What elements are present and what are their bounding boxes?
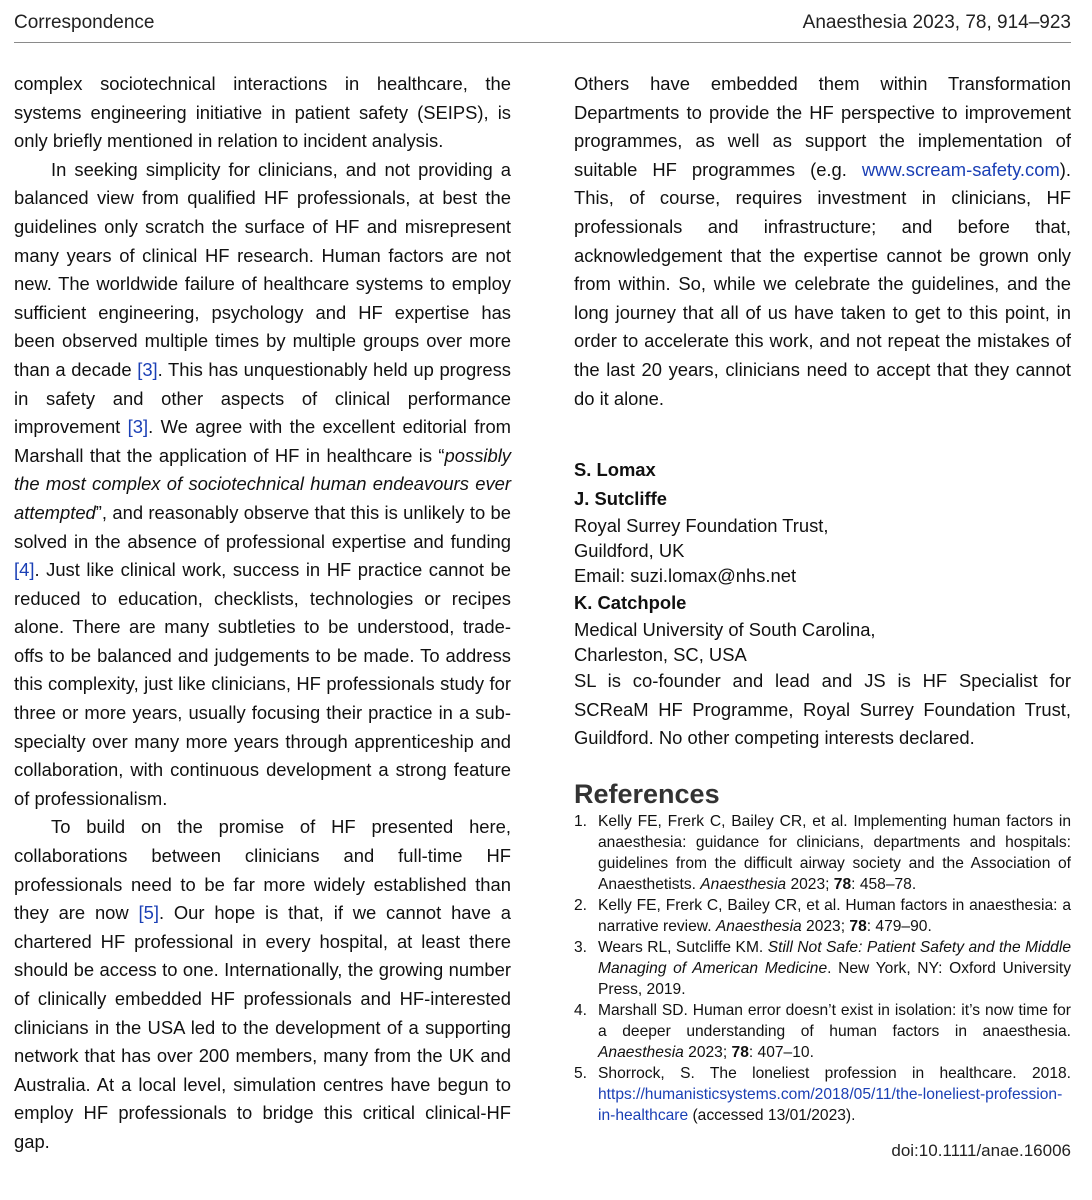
affiliation-1-line-2: Guildford, UK [574,540,685,562]
reference-item-5: 5. Shorrock, S. The loneliest profession in healthcare. 2018. https://humanisticsystems.com/2018/05/11/the-loneliest-profession-in-healthcare (accessed 13/01/2023). [574,1064,1071,1124]
reference-item-2: 2. Kelly FE, Frerk C, Bailey CR, et al. Human factors in anaesthesia: a narrative review. Anaesthesia 2023; 78: 479–90. [574,896,1071,935]
author-lomax: S. Lomax [574,459,656,481]
citation-link-5[interactable]: [5] [138,902,159,924]
affiliation-2-line-2: Charleston, SC, USA [574,644,747,666]
citation-link-3b[interactable]: [3] [127,416,149,438]
reference-list [574,811,1071,1126]
section-label: Correspondence [14,12,155,33]
paragraph-right-1: Others have embedded them within Transformation Departments to provide the HF perspective to improvement programmes, as well as support the implementation of suitable HF programmes (e.g. www.scream-safety.com). This, of course, requires investment in clinicians, HF professionals and infrastructure; and before that, acknowledgement that the expertise cannot be grown only from within. So, while we celebrate the guidelines, and the long journey that all of us have taken to get to this point, in order to accelerate this work, and not repeat the mistakes of the last 20 years, clinicians need to accept that they cannot do it alone. [574,73,1071,409]
affiliation-1-line-1: Royal Surrey Foundation Trust, [574,515,829,537]
paragraph-3: To build on the promise of HF presented here, collaborations between clinicians and full-time HF professionals need to be far more widely established than they are now [5]. Our hope is that, if we cannot have a chartered HF professional in every hospital, at least there should be access to one. Internationally, the growing number of clinically embedded HF professionals and HF-interested clinicians in the USA led to the development of a supporting network that has over 200 members, many from the UK and Australia. At a local level, simulation centres have begun to employ HF professionals to bridge this critical clinical-HF gap. [14,816,511,1152]
paragraph-2: In seeking simplicity for clinicians, and not providing a balanced view from qualified HF professionals, at best the guidelines only scratch the surface of HF and misrepresent many years of clinical HF research. Human factors are not new. The worldwide failure of healthcare systems to employ sufficient engineering, psychology and HF expertise has been observed multiple times by multiple groups over more than a decade [3]. This has unquestionably held up progress in safety and other aspects of clinical performance improvement [3]. We agree with the excellent editorial from Marshall that the application of HF in healthcare is “possibly the most complex of sociotechnical human endeavours ever attempted”, and reasonably observe that this is unlikely to be solved in the absence of professional expertise and funding [4]. Just like clinical work, success in HF practice cannot be reduced to education, checklists, technologies or recipes alone. There are many subtleties to be understood, trade-offs to be balanced and judgements to be made. To address this complexity, just like clinicians, HF professionals study for three or more years, usually focusing their practice in a sub-specialty over many more years through apprenticeship and collaboration, with continuous development a strong feature of professionalism. [14,158,511,809]
paragraph-1: complex sociotechnical interactions in healthcare, the systems engineering initiative in patient safety (SEIPS), is only briefly mentioned in relation to incident analysis. [14,73,511,152]
reference-item-1: 1. Kelly FE, Frerk C, Bailey CR, et al. Implementing human factors in anaesthesia: guidance for clinicians, departments and hospitals: guidelines from the difficult airway society and the Association of Anaesthetists. Anaesthesia 2023; 78: 458–78. [574,812,1071,893]
citation-link-3[interactable]: [3] [137,358,158,380]
journal-citation: Anaesthesia 2023, 78, 914–923 [802,12,1071,33]
author-sutcliffe: J. Sutcliffe [574,488,667,510]
author-email[interactable]: Email: suzi.lomax@nhs.net [574,565,797,587]
affiliation-2-line-1: Medical University of South Carolina, [574,619,876,641]
doi: doi:10.1111/anae.16006 [891,1141,1071,1160]
citation-link-4[interactable]: [4] [14,559,35,581]
references-heading: References [574,778,720,809]
loneliest-profession-link[interactable]: https://humanisticsystems.com/2018/05/11/the-loneliest-profession-in-healthcare [598,1085,1063,1124]
page-header [14,10,1071,43]
quote: possibly the most complex of sociotechnical human endeavours ever attempted [14,444,511,523]
left-column [14,70,511,1157]
reference-item-3: 3. Wears RL, Sutcliffe KM. Still Not Safe: Patient Safety and the Middle Managing of American Medicine. New York, NY: Oxford University Press, 2019. [574,938,1071,998]
reference-item-4: 4. Marshall SD. Human error doesn’t exist in isolation: it’s now time for a deeper understanding of human factors in anaesthesia. Anaesthesia 2023; 78: 407–10. [574,1001,1071,1061]
author-catchpole: K. Catchpole [574,592,687,614]
author-block [574,455,1071,667]
right-column [574,70,1071,1126]
scream-safety-link[interactable]: www.scream-safety.com [861,158,1060,180]
competing-interests: SL is co-founder and lead and JS is HF Specialist for SCReaM HF Programme, Royal Surrey Foundation Trust, Guildford. No other competing interests declared. [574,670,1071,749]
